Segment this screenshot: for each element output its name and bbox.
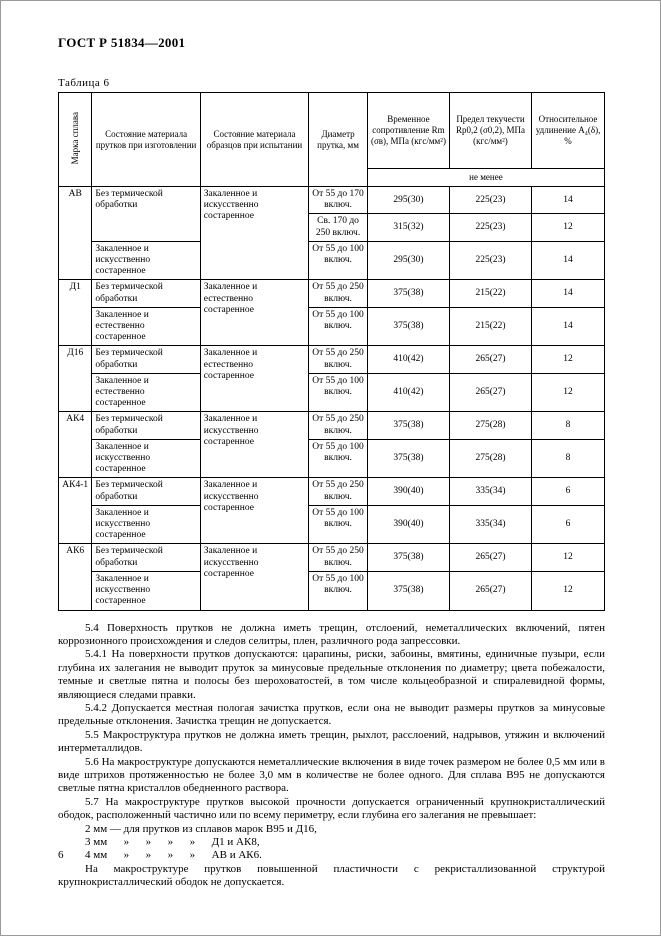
table-cell: 14 — [532, 307, 605, 346]
table-cell: АК4-1 — [59, 478, 92, 544]
table-cell: Закаленное и искусственно состаренное — [92, 571, 200, 610]
table-cell: 12 — [532, 373, 605, 412]
table-cell: От 55 до 250 включ. — [309, 280, 368, 307]
table-cell: 12 — [532, 544, 605, 571]
table-cell: От 55 до 100 включ. — [309, 307, 368, 346]
table-cell: От 55 до 170 включ. — [309, 187, 368, 214]
table-cell: Закаленное и естественно состаренное — [200, 346, 308, 412]
table-cell: 12 — [532, 346, 605, 373]
table-cell: АВ — [59, 187, 92, 280]
page-number: 6 — [58, 849, 64, 861]
col-header-rod-condition: Состояние материала прутков при изготовлении — [92, 93, 200, 187]
table-cell: Без термической обработки — [92, 280, 200, 307]
table-cell: 375(38) — [367, 307, 449, 346]
table-body — [59, 187, 605, 611]
col-header-alloy-grade — [59, 93, 92, 187]
list-line-4mm: 4 мм » » » » АВ и АК6. — [85, 849, 262, 862]
table-cell: От 55 до 100 включ. — [309, 439, 368, 478]
table-cell: Закаленное и искусственно состаренное — [92, 439, 200, 478]
table-cell: От 55 до 250 включ. — [309, 478, 368, 505]
table-cell: 295(30) — [367, 241, 449, 280]
table-cell: 14 — [532, 280, 605, 307]
table-cell: 12 — [532, 571, 605, 610]
table-cell: Без термической обработки — [92, 346, 200, 373]
table-cell: 215(22) — [449, 280, 531, 307]
body-text — [58, 622, 605, 890]
table-cell: 225(23) — [449, 241, 531, 280]
list-line-2mm: 2 мм — для прутков из сплавов марок В95 и Д16, — [85, 822, 317, 835]
table-cell: 12 — [532, 214, 605, 241]
col-header-tensile-strength: Временное сопротивление Rm (σв), МПа (кгс/мм²) — [367, 93, 449, 169]
paragraph-5-4: 5.4 Поверхность прутков не должна иметь трещин, отслоений, неметаллических включений, пятен коррозионного происхождения и следов селитры, плен, различного рода запрессовки. — [58, 621, 605, 647]
col-header-diameter: Диаметр прутка, мм — [309, 93, 368, 187]
table-caption: Таблица 6 — [58, 77, 110, 89]
paragraph-5-7: 5.7 На макроструктуре прутков высокой прочности допускается ограниченный крупнокристаллический ободок, расположенный частично или по всему периметру, если глубина его залегания не превышает: — [58, 795, 605, 822]
table-cell: Без термической обработки — [92, 478, 200, 505]
table-cell: 14 — [532, 187, 605, 214]
table-cell: 265(27) — [449, 544, 531, 571]
table-cell: 215(22) — [449, 307, 531, 346]
col-header-yield-strength: Предел текучести Rp0,2 (σ0,2), МПа (кгс/мм²) — [449, 93, 531, 169]
table-cell: 375(38) — [367, 439, 449, 478]
table-cell: От 55 до 100 включ. — [309, 373, 368, 412]
col-header-elongation: Относительное удлинение A₄(δ), % — [532, 93, 605, 169]
table-cell: Закаленное и естественно состаренное — [200, 280, 308, 346]
table-cell: От 55 до 250 включ. — [309, 544, 368, 571]
table-cell: Закаленное и искусственно состаренное — [92, 241, 200, 280]
col-header-alloy-grade-label: Марка сплава — [69, 111, 80, 165]
paragraph-5-4-2: 5.4.2 Допускается местная пологая зачистка прутков, если она не выводит размеры прутков за минусовые предельные отклонения. Зачистка трещин не допускается. — [58, 701, 605, 728]
table-cell: Закаленное и искусственно состаренное — [92, 505, 200, 544]
col-header-specimen-condition: Состояние материала образцов при испытании — [200, 93, 308, 187]
paragraph-5-4-1: 5.4.1 На поверхности прутков допускаются: царапины, риски, забоины, вмятины, единичные пузыри, если глубина их залегания не выводит пруток за минусовые предельные отклонения по диаметру; цвета побежалости, темные и светлые пятна и полосы без шероховатостей, в том числе кольцеобразной и спиралевидной формы, являющиеся следами правки. — [58, 648, 605, 701]
table-cell: 375(38) — [367, 571, 449, 610]
table-cell: 265(27) — [449, 571, 531, 610]
table-cell: 410(42) — [367, 373, 449, 412]
table-cell: Закаленное и естественно состаренное — [92, 307, 200, 346]
table-cell: 265(27) — [449, 373, 531, 412]
table-cell: От 55 до 250 включ. — [309, 412, 368, 439]
table-cell: Без термической обработки — [92, 412, 200, 439]
subheader-not-less: не менее — [367, 169, 604, 187]
table-cell: 275(28) — [449, 439, 531, 478]
table-cell: 375(38) — [367, 412, 449, 439]
table-cell: Д16 — [59, 346, 92, 412]
table-cell: 410(42) — [367, 346, 449, 373]
table-cell: АК6 — [59, 544, 92, 610]
table-cell: 6 — [532, 478, 605, 505]
doc-code: ГОСТ Р 51834—2001 — [58, 35, 186, 50]
table-cell: Без термической обработки — [92, 544, 200, 571]
paragraph-5-6: 5.6 На макроструктуре допускаются неметаллические включения в виде точек размером не более 0,5 мм или в виде штрихов протяженностью не более 3,0 мм в количестве не более одного. Для сплава В95 не допускаются светлые пятна кристаллов обедненного раствора. — [58, 755, 605, 795]
paragraph-5-5: 5.5 Макроструктура прутков не должна иметь трещин, рыхлот, расслоений, надрывов, утяжин и включений интерметаллидов. — [58, 728, 605, 755]
table-cell: От 55 до 250 включ. — [309, 346, 368, 373]
table-cell: Закаленное и искусственно состаренное — [200, 478, 308, 544]
table-cell: От 55 до 100 включ. — [309, 571, 368, 610]
table-cell: 335(34) — [449, 478, 531, 505]
table-cell: От 55 до 100 включ. — [309, 241, 368, 280]
table-cell: Закаленное и искусственно состаренное — [200, 187, 308, 280]
table-cell: 390(40) — [367, 505, 449, 544]
table-cell: Закаленное и естественно состаренное — [92, 373, 200, 412]
table-cell: 8 — [532, 439, 605, 478]
table-cell: 375(38) — [367, 280, 449, 307]
table-cell: 390(40) — [367, 478, 449, 505]
table-cell: 335(34) — [449, 505, 531, 544]
table-cell: 315(32) — [367, 214, 449, 241]
table-cell: Закаленное и искусственно состаренное — [200, 412, 308, 478]
table-cell: АК4 — [59, 412, 92, 478]
table-cell: Закаленное и искусственно состаренное — [200, 544, 308, 610]
table-cell: 295(30) — [367, 187, 449, 214]
table-cell: 8 — [532, 412, 605, 439]
table-cell: 225(23) — [449, 187, 531, 214]
list-line-3mm: 3 мм » » » » Д1 и АК8, — [85, 836, 260, 848]
table-cell: 275(28) — [449, 412, 531, 439]
table-cell: 265(27) — [449, 346, 531, 373]
table-cell: От 55 до 100 включ. — [309, 505, 368, 544]
paragraph-closing: На макроструктуре прутков повышенной пластичности с рекристаллизованной структурой крупнокристаллический ободок не допускается. — [58, 862, 605, 889]
table-cell: 14 — [532, 241, 605, 280]
table-cell: 375(38) — [367, 544, 449, 571]
spec-table — [58, 92, 605, 611]
table-cell: 225(23) — [449, 214, 531, 241]
table-cell: Без термической обработки — [92, 187, 200, 242]
table-cell: 6 — [532, 505, 605, 544]
table-cell: Д1 — [59, 280, 92, 346]
table-cell: Св. 170 до 250 включ. — [309, 214, 368, 241]
